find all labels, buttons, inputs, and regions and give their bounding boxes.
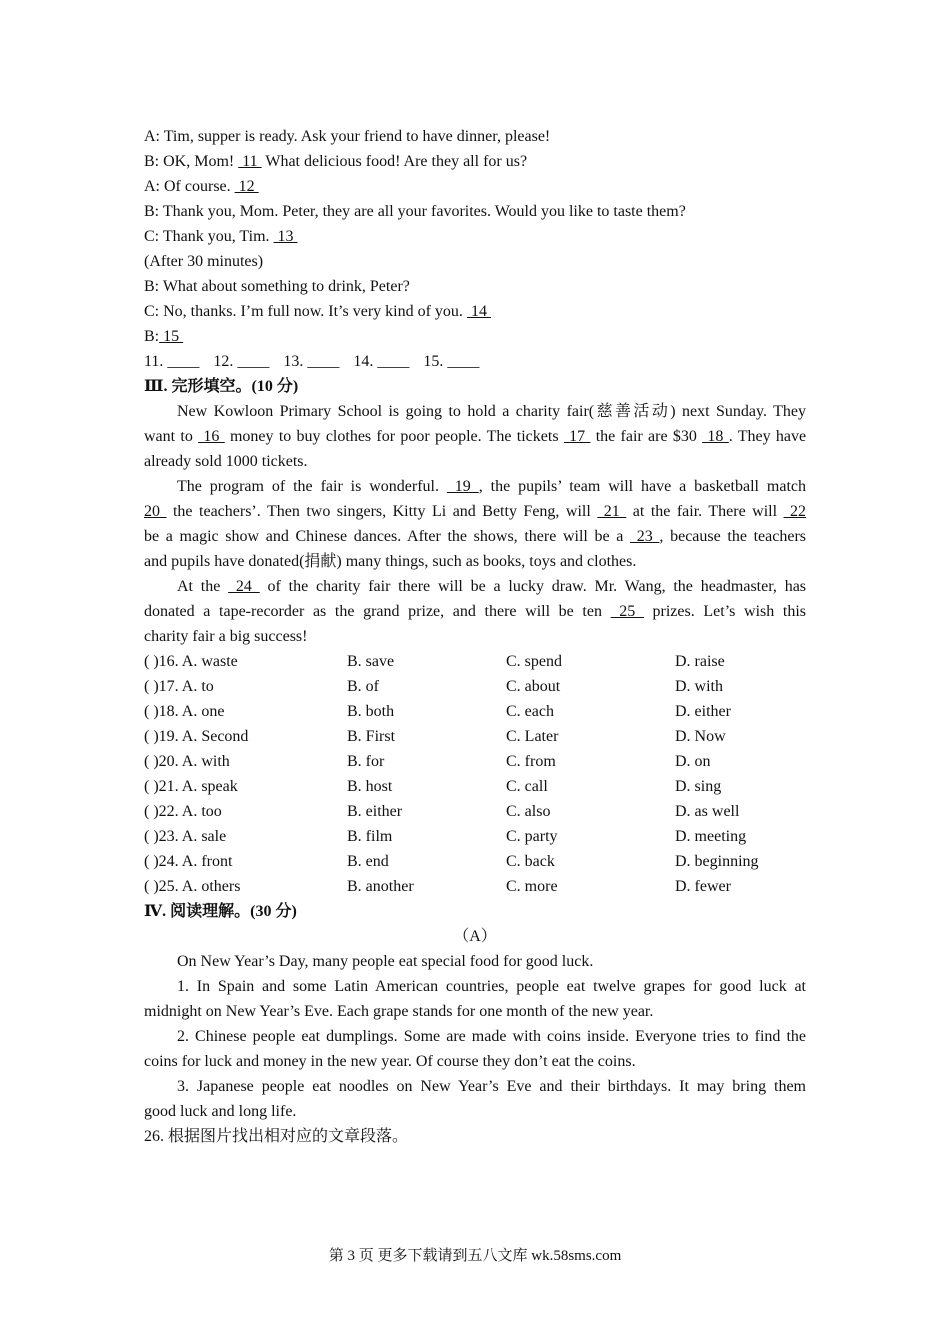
passage-line: At the 24 of the charity fair there will be a lucky draw. Mr. Wang, the headmaster, has <box>177 578 807 595</box>
option-choice[interactable]: D. either <box>675 703 731 720</box>
option-choice[interactable]: C. party <box>506 828 558 845</box>
option-choice[interactable]: B. both <box>347 703 395 720</box>
question-option-a[interactable]: ( )22. A. too <box>144 803 222 820</box>
dialogue-line-2: B: OK, Mom! 11 What delicious food! Are they all for us? <box>144 153 528 170</box>
dialogue-line-5: C: Thank you, Tim. 13 <box>144 228 298 245</box>
blank-19: 19 <box>446 478 479 495</box>
dialogue-line-4: B: Thank you, Mom. Peter, they are all your favorites. Would you like to taste them? <box>144 203 686 220</box>
passage-line: want to 16 money to buy clothes for poor people. The tickets 17 the fair are $30 18 . They have <box>144 428 807 445</box>
answer-blank[interactable]: 15. ____ <box>423 353 480 370</box>
blank-20: 20 <box>144 503 167 520</box>
dialogue-line-3: A: Of course. 12 <box>144 178 259 195</box>
blank-11: 11 <box>238 153 262 170</box>
option-choice[interactable]: C. back <box>506 853 555 870</box>
reading-line: coins for luck and money in the new year. Of course they don’t eat the coins. <box>144 1053 636 1070</box>
dialogue-line-6: (After 30 minutes) <box>144 253 264 270</box>
option-choice[interactable]: B. end <box>347 853 389 870</box>
passage-line: be a magic show and Chinese dances. After the shows, there will be a 23 , because the teachers <box>144 528 807 545</box>
blank-18: 18 <box>702 428 729 445</box>
option-choice[interactable]: B. First <box>347 728 396 745</box>
option-choice[interactable]: D. fewer <box>675 878 731 895</box>
blank-17: 17 <box>563 428 591 445</box>
reading-line: On New Year’s Day, many people eat special food for good luck. <box>177 953 594 970</box>
answer-blank[interactable]: 11. ____ <box>144 353 200 370</box>
passage-line: The program of the fair is wonderful. 19 , the pupils’ team will have a basketball match <box>177 478 806 495</box>
blank-22: 22 <box>783 503 807 520</box>
passage-line: and pupils have donated(捐献) many things, such as books, toys and clothes. <box>144 553 637 570</box>
worksheet-page <box>144 124 806 1149</box>
option-row <box>144 649 806 674</box>
question-option-a[interactable]: ( )21. A. speak <box>144 778 238 795</box>
reading-line: 2. Chinese people eat dumplings. Some are made with coins inside. Everyone tries to find the <box>177 1028 806 1045</box>
answer-blank[interactable]: 14. ____ <box>353 353 410 370</box>
option-row <box>144 774 806 799</box>
blank-25: 25 <box>610 603 644 620</box>
blank-23: 23 <box>630 528 660 545</box>
blank-24: 24 <box>228 578 260 595</box>
answer-blank[interactable]: 13. ____ <box>283 353 340 370</box>
option-choice[interactable]: C. spend <box>506 653 562 670</box>
option-choice[interactable]: D. meeting <box>675 828 747 845</box>
option-row <box>144 824 806 849</box>
option-choice[interactable]: B. for <box>347 753 385 770</box>
dialogue-line-9: B: 15 <box>144 328 184 345</box>
section-3-heading: Ⅲ. 完形填空。(10 分) <box>144 378 299 395</box>
option-choice[interactable]: B. save <box>347 653 395 670</box>
option-row <box>144 874 806 899</box>
reading-line: 1. In Spain and some Latin American countries, people eat twelve grapes for good luck at <box>177 978 806 995</box>
section-4-heading: Ⅳ. 阅读理解。(30 分) <box>144 903 297 920</box>
reading-line: 3. Japanese people eat noodles on New Year’s Eve and their birthdays. It may bring them <box>177 1078 806 1095</box>
question-26: 26. 根据图片找出相对应的文章段落。 <box>144 1128 409 1145</box>
option-row <box>144 799 806 824</box>
blank-12: 12 <box>234 178 259 195</box>
passage-line: already sold 1000 tickets. <box>144 453 308 470</box>
option-choice[interactable]: C. from <box>506 753 556 770</box>
option-choice[interactable]: D. on <box>675 753 711 770</box>
option-choice[interactable]: C. about <box>506 678 561 695</box>
dialogue-line-1: A: Tim, supper is ready. Ask your friend to have dinner, please! <box>144 128 551 145</box>
option-choice[interactable]: C. Later <box>506 728 559 745</box>
option-choice[interactable]: B. either <box>347 803 403 820</box>
option-row <box>144 724 806 749</box>
option-choice[interactable]: C. call <box>506 778 548 795</box>
blank-13: 13 <box>273 228 298 245</box>
option-choice[interactable]: D. with <box>675 678 723 695</box>
option-choice[interactable]: B. another <box>347 878 414 895</box>
question-option-a[interactable]: ( )20. A. with <box>144 753 230 770</box>
page-footer: 第 3 页 更多下载请到五八文库 wk.58sms.com <box>328 1248 622 1264</box>
option-choice[interactable]: B. host <box>347 778 393 795</box>
option-choice[interactable]: D. Now <box>675 728 726 745</box>
option-choice[interactable]: D. as well <box>675 803 740 820</box>
option-row <box>144 849 806 874</box>
blank-16: 16 <box>198 428 225 445</box>
options-list <box>144 649 806 899</box>
option-choice[interactable]: C. also <box>506 803 551 820</box>
question-option-a[interactable]: ( )24. A. front <box>144 853 233 870</box>
passage-line: 20 the teachers’. Then two singers, Kitty Li and Betty Feng, will 21 at the fair. There will 22 <box>144 503 807 520</box>
question-option-a[interactable]: ( )18. A. one <box>144 703 225 720</box>
option-choice[interactable]: C. each <box>506 703 554 720</box>
question-option-a[interactable]: ( )19. A. Second <box>144 728 249 745</box>
blank-15: 15 <box>159 328 184 345</box>
option-choice[interactable]: B. film <box>347 828 393 845</box>
option-choice[interactable]: D. beginning <box>675 853 759 870</box>
blank-14: 14 <box>466 303 491 320</box>
question-option-a[interactable]: ( )25. A. others <box>144 878 241 895</box>
answer-blank[interactable]: 12. ____ <box>213 353 270 370</box>
question-option-a[interactable]: ( )23. A. sale <box>144 828 227 845</box>
option-choice[interactable]: B. of <box>347 678 379 695</box>
option-row <box>144 699 806 724</box>
reading-line: good luck and long life. <box>144 1103 297 1120</box>
reading-line: midnight on New Year’s Eve. Each grape stands for one month of the new year. <box>144 1003 654 1020</box>
part-label: （A） <box>453 928 497 945</box>
option-row <box>144 749 806 774</box>
blank-21: 21 <box>597 503 627 520</box>
passage-line: charity fair a big success! <box>144 628 308 645</box>
passage-line: donated a tape-recorder as the grand prize, and there will be ten 25 prizes. Let’s wish this <box>144 603 806 620</box>
question-option-a[interactable]: ( )16. A. waste <box>144 653 238 670</box>
dialogue-line-7: B: What about something to drink, Peter? <box>144 278 410 295</box>
question-option-a[interactable]: ( )17. A. to <box>144 678 214 695</box>
option-choice[interactable]: D. raise <box>675 653 725 670</box>
answer-blanks <box>144 349 806 374</box>
option-choice[interactable]: D. sing <box>675 778 722 795</box>
option-choice[interactable]: C. more <box>506 878 558 895</box>
passage-line: New Kowloon Primary School is going to hold a charity fair(慈善活动) next Sunday. They <box>177 403 806 420</box>
option-row <box>144 674 806 699</box>
dialogue-line-8: C: No, thanks. I’m full now. It’s very kind of you. 14 <box>144 303 491 320</box>
